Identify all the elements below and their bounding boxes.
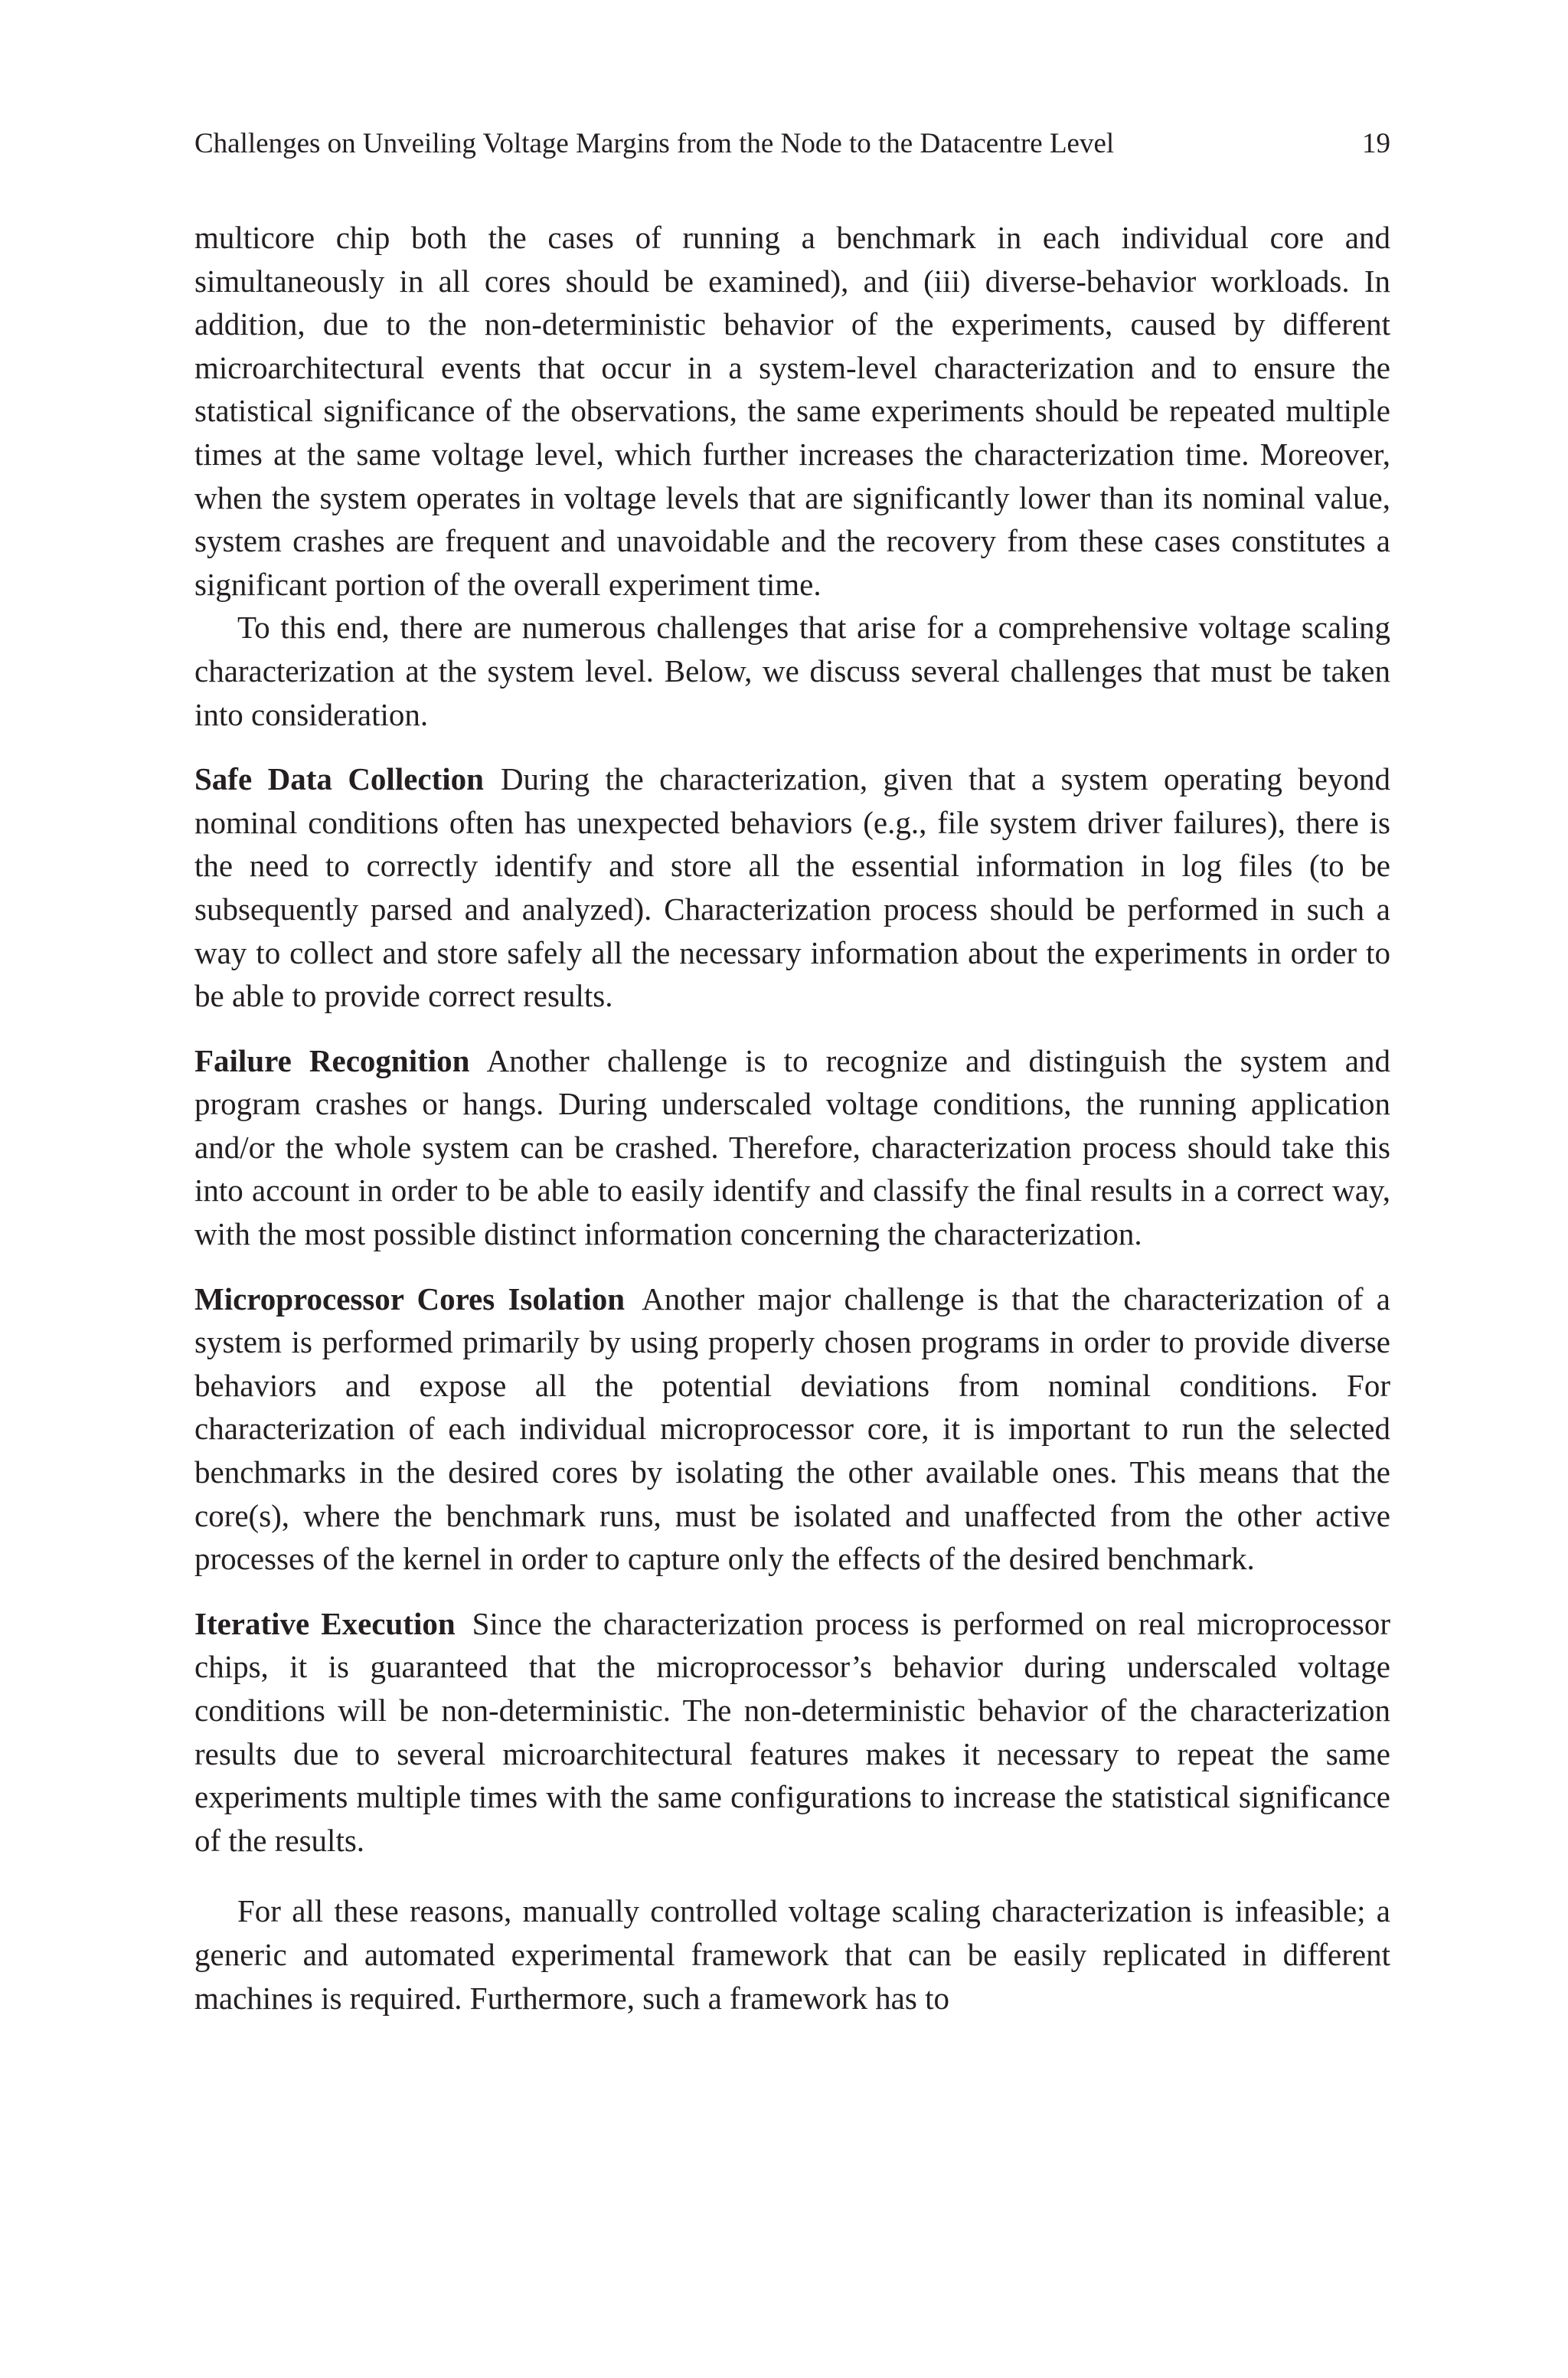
page-number: 19 bbox=[1362, 128, 1390, 159]
body-text bbox=[194, 216, 1390, 2020]
section-text: Another challenge is to recognize and distinguish the system and program crashes or hangs. During underscaled voltage conditions, the running application and/or the whole system can be crashed. Therefore, characterization process should take this into account in order to be able to easily identify and classify the final results in a correct way, with the most possible distinct information concerning the characterization. bbox=[194, 1042, 1390, 1252]
section-iterative-execution bbox=[194, 1602, 1390, 1863]
section-text: Since the characterization process is performed on real microprocessor chips, it is guaranteed that the microprocessor’s behavior during underscaled voltage conditions will be non-deterministic. The non-deterministic behavior of the characterization results due to several microarchitectural features makes it necessary to repeat the same experiments multiple times with the same configurations to increase the statistical significance of the results. bbox=[194, 1605, 1390, 1858]
section-failure-recognition bbox=[194, 1039, 1390, 1256]
section-text: During the characterization, given that a system operating beyond nominal conditions often has unexpected behaviors (e.g., file system driver failures), there is the need to correctly identify and store all the essential information in log files (to be subsequently parsed and analyzed). Characterization process should be performed in such a way to collect and store safely all the necessary information about the experiments in order to be able to provide correct results. bbox=[194, 761, 1390, 1014]
running-head bbox=[194, 123, 1390, 165]
paragraph-conclusion: For all these reasons, manually controlled voltage scaling characterization is infeasible; a generic and automated experimental framework that can be easily replicated in different machines is required. Furthermore, such a framework has to bbox=[194, 1893, 1390, 2016]
run-in-heading: Iterative Execution bbox=[194, 1605, 456, 1641]
section-microprocessor-cores-isolation bbox=[194, 1277, 1390, 1581]
run-in-heading: Safe Data Collection bbox=[194, 761, 484, 797]
running-head-title: Challenges on Unveiling Voltage Margins from the Node to the Datacentre Level bbox=[194, 128, 1115, 159]
section-safe-data-collection bbox=[194, 757, 1390, 1018]
run-in-heading: Microprocessor Cores Isolation bbox=[194, 1281, 626, 1317]
run-in-heading: Failure Recognition bbox=[194, 1042, 470, 1078]
paragraph-continued: multicore chip both the cases of running a benchmark in each individual core and simultaneously in all cores should be examined), and (iii) diverse-behavior workloads. In addition, due to the non-deterministic behavior of the experiments, caused by different microarchitectural events that occur in a system-level characterization and to ensure the statistical significance of the observations, the same experiments should be repeated multiple times at the same voltage level, which further increases the characterization time. Moreover, when the system operates in voltage levels that are significantly lower than its nominal value, system crashes are frequent and unavoidable and the recovery from these cases constitutes a significant portion of the overall experiment time. bbox=[194, 220, 1390, 602]
paragraph-intro-challenges: To this end, there are numerous challenges that arise for a comprehensive voltage scaling characterization at the system level. Below, we discuss several challenges that must be taken into consideration. bbox=[194, 610, 1390, 732]
section-text: Another major challenge is that the characterization of a system is performed primarily by using properly chosen programs in order to provide diverse behaviors and expose all the potential deviations from nominal conditions. For characterization of each individual microprocessor core, it is important to run the selected benchmarks in the desired cores by isolating the other available ones. This means that the core(s), where the benchmark runs, must be isolated and unaffected from the other active processes of the kernel in order to capture only the effects of the desired benchmark. bbox=[194, 1281, 1390, 1577]
